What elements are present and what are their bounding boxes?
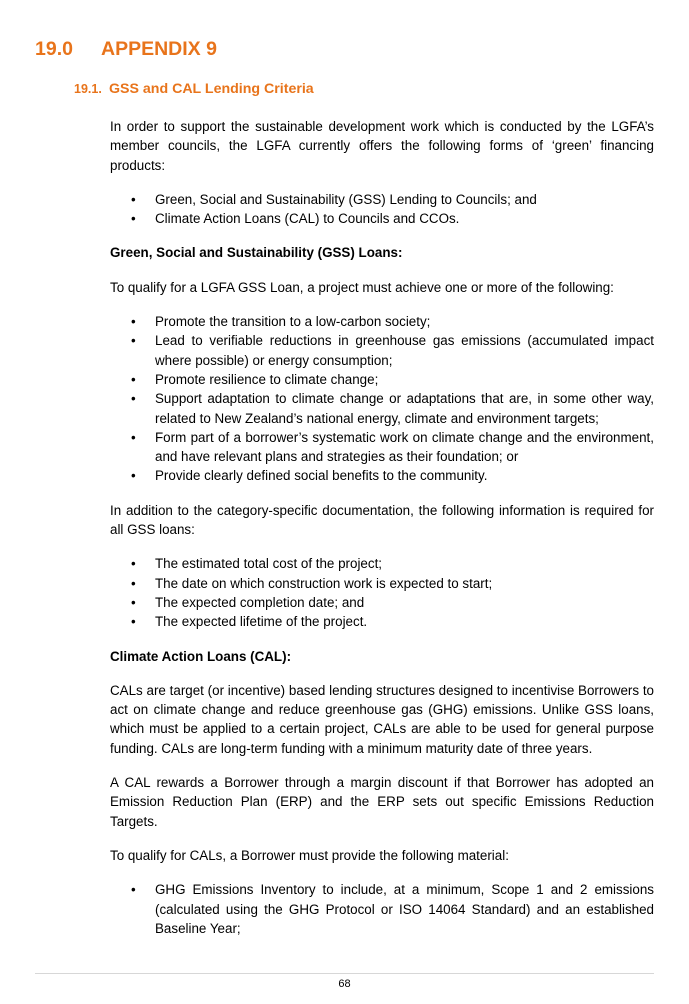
- list-item: [110, 466, 654, 485]
- list-item-text: Provide clearly defined social benefits to the community.: [155, 468, 488, 484]
- list-item-text: Lead to verifiable reductions in greenhouse gas emissions (accumulated impact where possible) or energy consumption;: [155, 333, 654, 368]
- list-item-text: Form part of a borrower’s systematic work on climate change and the environment, and have relevant plans and strategies as their foundation; or: [155, 429, 654, 465]
- cal-materials-list: [110, 880, 654, 938]
- cal-heading: Climate Action Loans (CAL):: [110, 648, 292, 664]
- gss-qualify-paragraph: To qualify for a LGFA GSS Loan, a project must achieve one or more of the following:: [110, 279, 614, 295]
- section-title: APPENDIX 9: [101, 38, 217, 60]
- cal-qualify-paragraph: To qualify for CALs, a Borrower must provide the following material:: [110, 847, 509, 863]
- list-item: [110, 574, 654, 593]
- cal-paragraph-1: CALs are target (or incentive) based lending structures designed to incentivise Borrowers to act on climate change and reduce greenhouse gas (GHG) emissions. Unlike GSS loans, which must be applied to a certain project, CALs are able to be used for general purpose funding. CALs are long-term funding with a minimum maturity date of three years.: [110, 682, 654, 756]
- bullet-icon: •: [131, 333, 136, 349]
- document-body: [110, 117, 654, 953]
- products-list: [110, 190, 654, 229]
- list-item: [110, 209, 654, 228]
- subsection-title: GSS and CAL Lending Criteria: [109, 81, 314, 97]
- section-heading: [35, 38, 217, 61]
- list-item-text: GHG Emissions Inventory to include, at a minimum, Scope 1 and 2 emissions (calculated using the GHG Protocol or ISO 14064 Standard) and an established Baseline Year;: [155, 882, 654, 936]
- list-item-text: Promote the transition to a low-carbon society;: [155, 314, 431, 330]
- list-item: [110, 554, 654, 573]
- bullet-icon: •: [131, 211, 136, 227]
- bullet-icon: •: [131, 191, 136, 207]
- page-number: 68: [338, 978, 351, 990]
- bullet-icon: •: [131, 882, 136, 898]
- intro-paragraph: In order to support the sustainable development work which is conducted by the LGFA’s member councils, the LGFA currently offers the following forms of ‘green’ financing products:: [110, 119, 654, 173]
- list-item-text: Climate Action Loans (CAL) to Councils and CCOs.: [155, 211, 460, 227]
- list-item: [110, 593, 654, 612]
- bullet-icon: •: [131, 468, 136, 484]
- gss-info-list: [110, 554, 654, 631]
- list-item: [110, 389, 654, 428]
- bullet-icon: •: [131, 614, 136, 630]
- list-item-text: Green, Social and Sustainability (GSS) Lending to Councils; and: [155, 191, 537, 207]
- list-item: [110, 880, 654, 938]
- bullet-icon: •: [131, 575, 136, 591]
- bullet-icon: •: [131, 594, 136, 610]
- bullet-icon: •: [131, 429, 136, 445]
- gss-info-paragraph: In addition to the category-specific documentation, the following information is required for all GSS loans:: [110, 502, 654, 538]
- list-item: [110, 312, 654, 331]
- list-item-text: The estimated total cost of the project;: [155, 556, 383, 572]
- list-item: [110, 612, 654, 631]
- list-item-text: Support adaptation to climate change or adaptations that are, in some other way, related to New Zealand’s national energy, climate and environment targets;: [155, 391, 654, 426]
- gss-criteria-list: [110, 312, 654, 486]
- subsection-number: 19.1.: [74, 82, 102, 96]
- gss-heading: Green, Social and Sustainability (GSS) Loans:: [110, 245, 403, 261]
- bullet-icon: •: [131, 314, 136, 330]
- bullet-icon: •: [131, 556, 136, 572]
- bullet-icon: •: [131, 371, 136, 387]
- list-item-text: The expected completion date; and: [155, 594, 365, 610]
- section-number: 19.0: [35, 38, 73, 60]
- cal-paragraph-2: A CAL rewards a Borrower through a margin discount if that Borrower has adopted an Emission Reduction Plan (ERP) and the ERP sets out specific Emissions Reduction Targets.: [110, 775, 654, 829]
- list-item: [110, 331, 654, 370]
- list-item: [110, 190, 654, 209]
- list-item-text: The expected lifetime of the project.: [155, 614, 368, 630]
- list-item: [110, 370, 654, 389]
- footer-divider: [35, 973, 654, 974]
- subsection-heading: [74, 81, 314, 97]
- list-item-text: Promote resilience to climate change;: [155, 371, 379, 387]
- list-item-text: The date on which construction work is expected to start;: [155, 575, 493, 591]
- list-item: [110, 428, 654, 467]
- bullet-icon: •: [131, 391, 136, 407]
